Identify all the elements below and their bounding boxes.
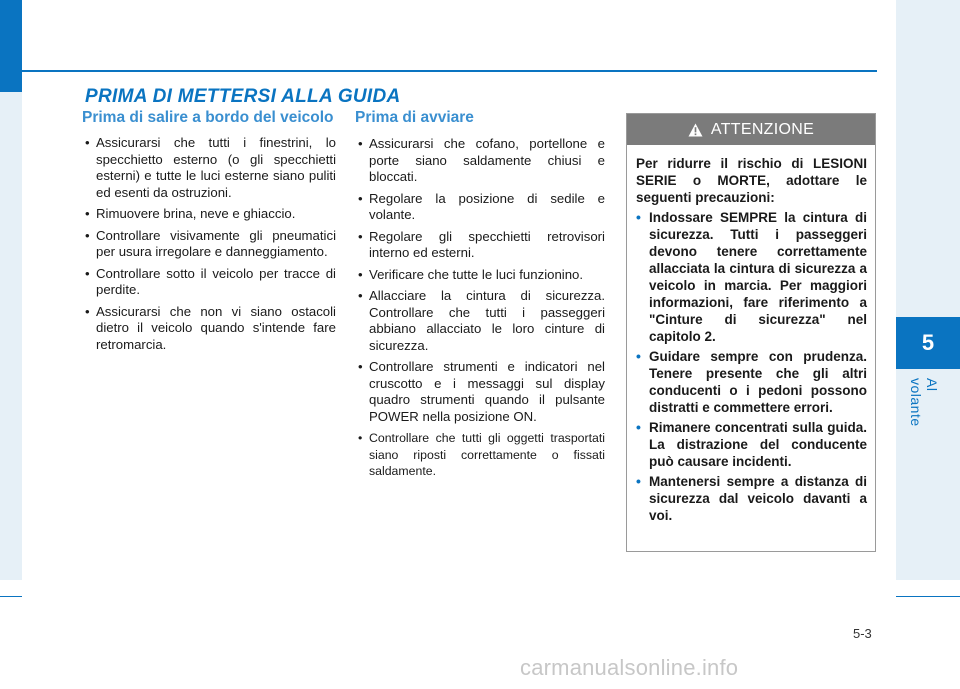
before-starting-list [355,136,605,480]
bullet-icon: • [636,348,641,364]
page-number: 5-3 [853,626,872,641]
warning-body [627,145,875,524]
warning-item [636,419,867,470]
list-item: • Controllare sotto il veicolo per tracce di perdite. [82,266,336,299]
page-title: PRIMA DI METTERSI ALLA GUIDA [85,86,401,107]
warning-item-text: Mantenersi sempre a distanza di sicurezza dal veicolo davanti a voi. [649,474,867,523]
list-item: • Assicurarsi che non vi siano ostacoli dietro il veicolo quando s'intende fare retromarcia. [82,304,336,354]
warning-intro: Per ridurre il rischio di LESIONI SERIE o MORTE, adottare le seguenti precauzioni: [636,156,867,205]
warning-title: ATTENZIONE [710,120,815,138]
warning-item [636,209,867,345]
list-item: • Allacciare la cintura di sicurezza. Controllare che tutti i passeggeri abbiano allacciato le loro cinture di sicurezza. [355,288,605,354]
list-item: • Regolare gli specchietti retrovisori interno ed esterni. [355,229,605,262]
list-item: • Verificare che tutte le luci funzionino. [355,267,605,284]
warning-item-text: Rimanere concentrati sulla guida. La distrazione del conducente può causare incidenti. [649,420,867,469]
before-starting-heading: Prima di avviare [355,109,474,126]
before-entering-list [82,135,336,353]
bullet-icon: • [636,419,641,435]
list-item: • Rimuovere brina, neve e ghiaccio. [82,206,336,223]
bullet-icon: • [636,209,641,225]
before-entering-heading: Prima di salire a bordo del veicolo [82,109,334,126]
list-item: • Regolare la posizione di sedile e volante. [355,191,605,224]
list-item: • Controllare visivamente gli pneumatici per usura irregolare e danneggiamento. [82,228,336,261]
warning-item-text: Indossare SEMPRE la cintura di sicurezza. Tutti i passeggeri devono tenere correttamente allacciata la cintura di sicurezza a veicolo in marcia. Per maggiori informazioni, fare riferimento a "Cinture di sicurezza" nel capitolo 2. [649,210,867,344]
bullet-icon: • [636,473,641,489]
left-margin-rule [0,596,22,597]
chapter-number: 5 [896,317,960,369]
warning-header [627,114,875,145]
before-starting-section [355,110,605,485]
before-entering-section [82,110,336,358]
chapter-label: Al volante [908,378,940,427]
warning-item [636,473,867,524]
list-item: • Assicurarsi che cofano, portellone e porte siano saldamente chiusi e bloccati. [355,136,605,186]
warning-list [636,209,867,524]
watermark: carmanualsonline.info [520,655,739,680]
warning-triangle-icon [688,123,703,137]
left-accent-tab [0,0,22,92]
header-rule [22,70,877,72]
list-item: • Controllare che tutti gli oggetti trasportati siano riposti correttamente o fissati saldamente. [355,430,605,480]
chapter-side-strip [896,0,960,580]
warning-item [636,348,867,416]
right-margin-rule [896,596,960,597]
warning-item-text: Guidare sempre con prudenza. Tenere presente che gli altri conducenti o i pedoni possono distratti e commettere errori. [649,349,867,415]
list-item: • Assicurarsi che tutti i finestrini, lo specchietto esterno (o gli specchietti esterni) e tutte le luci esterne siano puliti ed esenti da ostruzioni. [82,135,336,201]
warning-box [626,113,876,552]
list-item: • Controllare strumenti e indicatori nel cruscotto e i messaggi sul display quadro strumenti quando il pulsante POWER nella posizione ON. [355,359,605,425]
